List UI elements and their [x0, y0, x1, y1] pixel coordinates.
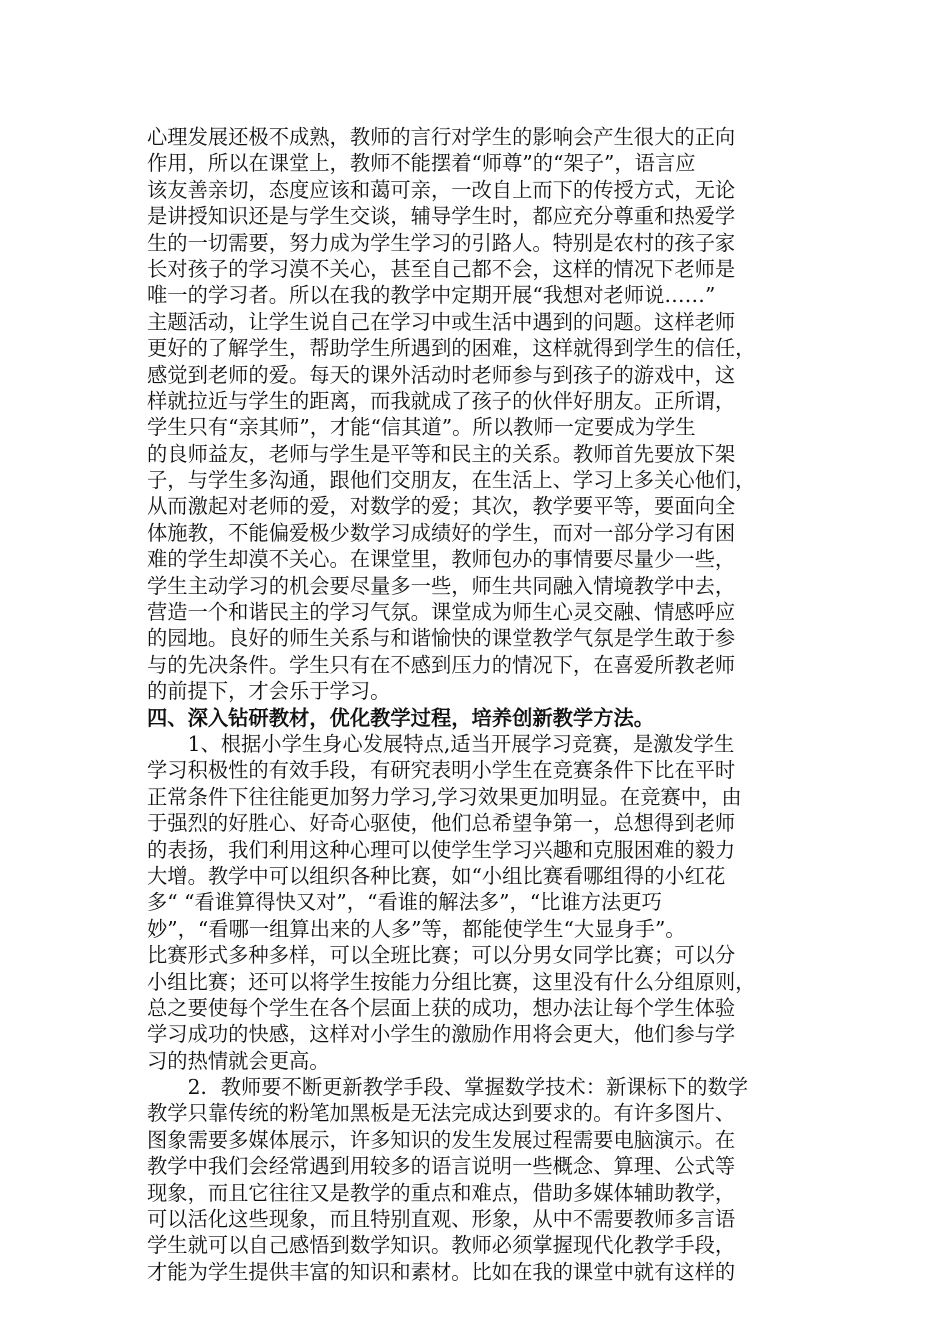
- text-line: 才能为学生提供丰富的知识和素材。比如在我的课堂中就有这样的: [147, 1259, 736, 1284]
- text-line: 图象需要多媒体展示，许多知识的发生发展过程需要电脑演示。在: [147, 1127, 736, 1152]
- text-line: 长对孩子的学习漠不关心，甚至自己都不会，这样的情况下老师是: [147, 256, 736, 281]
- text-line: 是讲授知识还是与学生交谈，辅导学生时，都应充分尊重和热爱学: [147, 204, 736, 229]
- text-line: 难的学生却漠不关心。在课堂里，教师包办的事情要尽量少一些，: [147, 547, 736, 572]
- text-line: 唯一的学习者。所以在我的教学中定期开展“我想对老师说……”: [147, 283, 716, 308]
- text-line: 学生主动学习的机会要尽量多一些，师生共同融入情境教学中去，: [147, 573, 736, 598]
- text-line: 学习成功的快感，这样对小学生的激励作用将会更大，他们参与学: [147, 1022, 736, 1047]
- text-line: 学生只有“亲其师”，才能“信其道”。所以教师一定要成为学生: [147, 415, 696, 440]
- text-line: 正常条件下往往能更加努力学习,学习效果更加明显。在竞赛中，由: [147, 784, 742, 809]
- text-line: 作用，所以在课堂上，教师不能摆着“师尊”的“架子”，语言应: [147, 151, 696, 176]
- text-line: 的园地。良好的师生关系与和谐愉快的课堂教学气氛是学生敢于参: [147, 626, 736, 651]
- text-line: 比赛形式多种多样，可以全班比赛；可以分男女同学比赛；可以分: [147, 943, 736, 968]
- text-line: 样就拉近与学生的距离，而我就成了孩子的伙伴好朋友。正所谓，: [147, 388, 736, 413]
- text-line: 学生就可以自己感悟到数学知识。教师必须掌握现代化教学手段，: [147, 1233, 736, 1258]
- text-line: 教学只靠传统的粉笔加黑板是无法完成达到要求的。有许多图片、: [147, 1101, 736, 1126]
- text-line: 学习积极性的有效手段，有研究表明小学生在竞赛条件下比在平时: [147, 758, 736, 783]
- text-line: 习的热情就会更高。: [147, 1048, 330, 1073]
- text-line: 1、根据小学生身心发展特点,适当开展学习竞赛，是激发学生: [147, 731, 735, 756]
- text-line: 现象，而且它往往又是教学的重点和难点，借助多媒体辅助教学，: [147, 1180, 736, 1205]
- text-line: 大增。教学中可以组织各种比赛，如“小组比赛看哪组得的小红花: [147, 863, 726, 888]
- text-line: 营造一个和谐民主的学习气氛。课堂成为师生心灵交融、情感呼应: [147, 600, 736, 625]
- text-line: 心理发展还极不成熟，教师的言行对学生的影响会产生很大的正向: [147, 125, 736, 149]
- text-line: 于强烈的好胜心、好奇心驱使，他们总希望争第一，总想得到老师: [147, 811, 736, 836]
- text-line: 子，与学生多沟通，跟他们交朋友，在生活上、学习上多关心他们，: [147, 468, 756, 493]
- text-line: 与的先决条件。学生只有在不感到压力的情况下，在喜爱所教老师: [147, 652, 736, 677]
- text-line: 生的一切需要，努力成为学生学习的引路人。特别是农村的孩子家: [147, 230, 736, 255]
- text-line: 感觉到老师的爱。每天的课外活动时老师参与到孩子的游戏中，这: [147, 362, 736, 387]
- text-line: 小组比赛；还可以将学生按能力分组比赛，这里没有什么分组原则，: [147, 969, 756, 994]
- body-text: [147, 124, 807, 1285]
- text-line: 该友善亲切，态度应该和蔼可亲，一改自上而下的传授方式，无论: [147, 177, 736, 202]
- text-line: 更好的了解学生，帮助学生所遇到的困难，这样就得到学生的信任，: [147, 336, 756, 361]
- text-line: 的表扬，我们利用这种心理可以使学生学习兴趣和克服困难的毅力: [147, 837, 736, 862]
- text-line: 多“ “看谁算得快又对”，“看谁的解法多”，“比谁方法更巧: [147, 890, 662, 915]
- text-line: 妙”，“看哪一组算出来的人多”等，都能使学生“大显身手”。: [147, 916, 686, 941]
- text-line: 的前提下，才会乐于学习。: [147, 679, 391, 704]
- text-line: 体施教，不能偏爱极少数学习成绩好的学生，而对一部分学习有困: [147, 520, 736, 545]
- text-line: 2．教师要不断更新教学手段、掌握数学技术：新课标下的数学: [147, 1075, 749, 1100]
- text-line: 总之要使每个学生在各个层面上获的成功，想办法让每个学生体验: [147, 995, 736, 1020]
- text-line: 可以活化这些现象，而且特别直观、形象，从中不需要教师多言语: [147, 1207, 736, 1232]
- text-line: 主题活动，让学生说自己在学习中或生活中遇到的问题。这样老师: [147, 309, 736, 334]
- text-line: 的良师益友，老师与学生是平等和民主的关系。教师首先要放下架: [147, 441, 736, 466]
- text-line: 从而激起对老师的爱，对数学的爱；其次，教学要平等，要面向全: [147, 494, 736, 519]
- text-line: 教学中我们会经常遇到用较多的语言说明一些概念、算理、公式等: [147, 1154, 736, 1179]
- section-heading: 四、深入钻研教材，优化教学过程，培养创新教学方法。: [147, 705, 655, 730]
